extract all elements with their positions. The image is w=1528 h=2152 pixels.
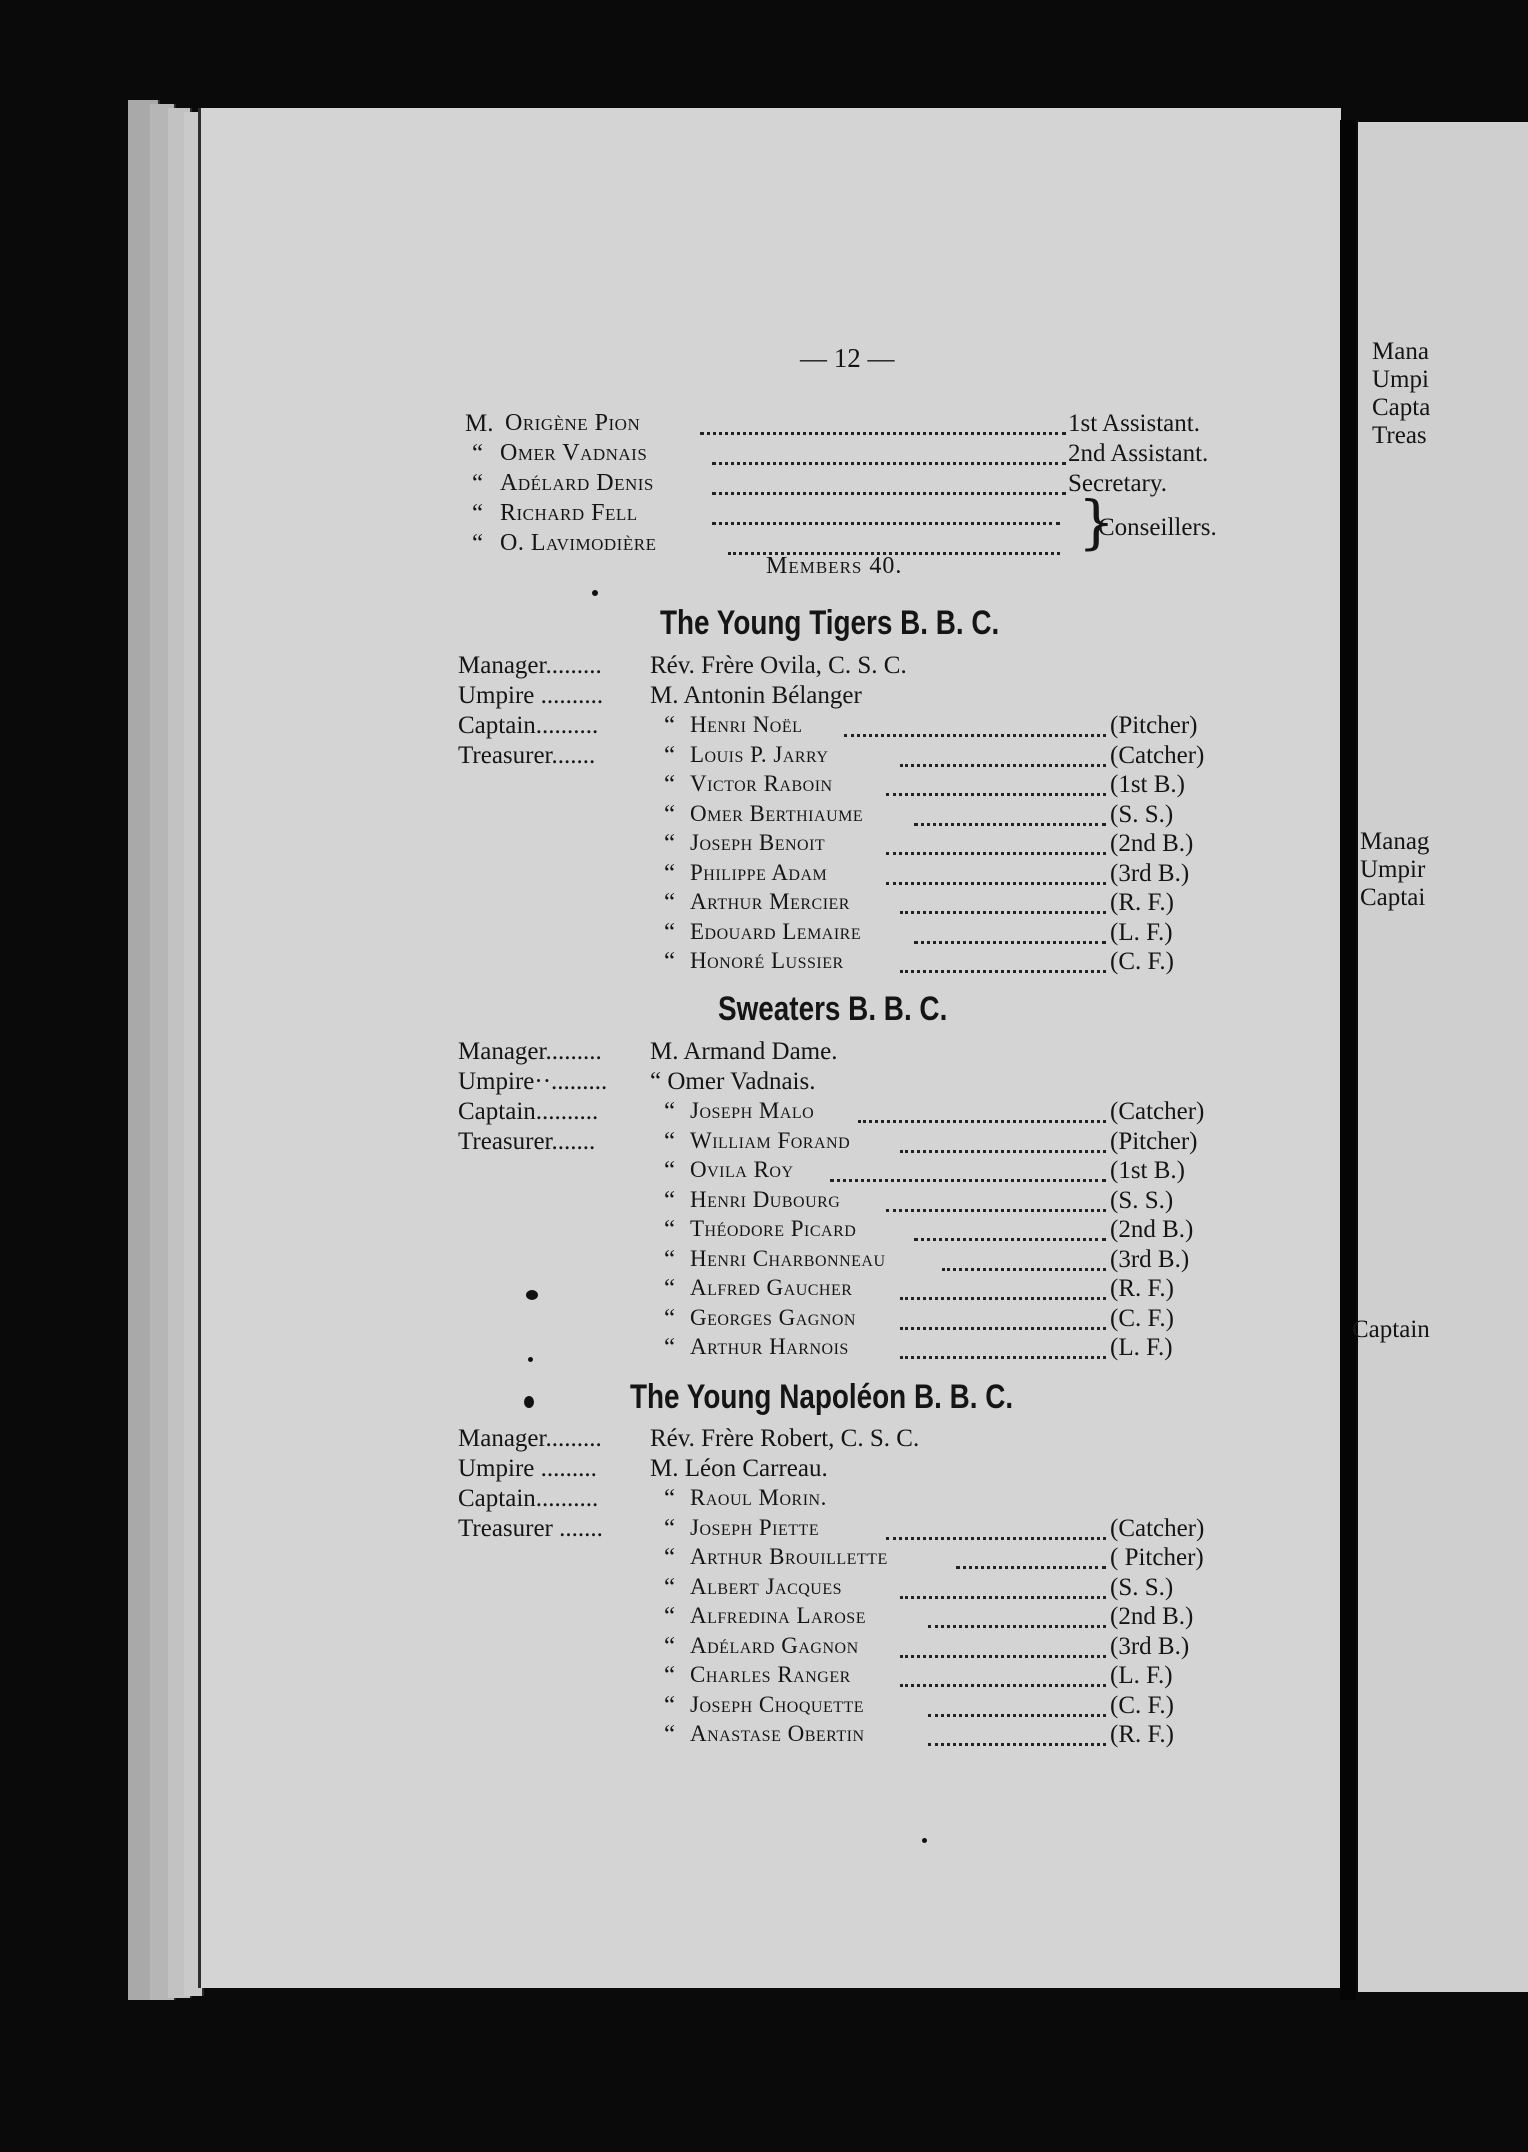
player-position: (L. F.) xyxy=(1110,1334,1173,1361)
staff-value: “ Omer Vadnais. xyxy=(650,1068,816,1095)
leader-dots xyxy=(914,805,1106,826)
leader-dots xyxy=(900,893,1106,914)
player-name: Ovila Roy xyxy=(690,1157,794,1182)
player-position: (2nd B.) xyxy=(1110,830,1194,857)
player-name: Anastase Obertin xyxy=(690,1721,865,1746)
leader-dots xyxy=(886,834,1106,855)
team-heading: Sweaters B. B. C. xyxy=(718,990,948,1028)
leader-dots xyxy=(886,864,1106,885)
staff-value: Rév. Frère Robert, C. S. C. xyxy=(650,1425,920,1452)
conseillers-label: Conseillers. xyxy=(1098,514,1217,541)
leader-dots xyxy=(914,1220,1106,1241)
leader-dots xyxy=(700,414,1066,435)
player-position: (R. F.) xyxy=(1110,889,1174,916)
player-name: Adélard Gagnon xyxy=(690,1632,859,1658)
ditto-mark: “ xyxy=(664,1216,676,1243)
ditto-mark: “ xyxy=(664,800,676,828)
leader-dots xyxy=(942,1250,1106,1271)
player-position: (S. S.) xyxy=(1110,800,1174,828)
staff-value: Rév. Frère Ovila, C. S. C. xyxy=(650,652,907,679)
officer-prefix: “ xyxy=(472,530,484,557)
player-position: (L. F.) xyxy=(1110,918,1173,946)
player-name: Joseph Piette xyxy=(690,1514,820,1540)
player-name: Joseph Choquette xyxy=(690,1691,865,1717)
ditto-mark: “ xyxy=(664,859,676,887)
team-heading: The Young Tigers B. B. C. xyxy=(660,604,1000,642)
ditto-mark: “ xyxy=(664,771,676,798)
player-position: (S. S.) xyxy=(1110,1573,1174,1601)
leader-dots xyxy=(858,1102,1106,1123)
facing-page-text: Mana xyxy=(1372,338,1429,365)
player-position: (R. F.) xyxy=(1110,1275,1174,1302)
player-name: Henri Noël xyxy=(690,712,803,737)
player-position: ( Pitcher) xyxy=(1110,1544,1204,1571)
ink-speck xyxy=(528,1357,533,1362)
player-name: Joseph Benoit xyxy=(690,830,826,855)
leader-dots xyxy=(900,1338,1106,1359)
facing-page-text: Captai xyxy=(1360,884,1426,911)
leader-dots xyxy=(928,1607,1106,1628)
leader-dots xyxy=(712,474,1066,495)
player-name: Arthur Brouillette xyxy=(690,1544,888,1569)
leader-dots xyxy=(900,1132,1106,1153)
player-name: William Forand xyxy=(690,1127,851,1153)
player-name: Joseph Malo xyxy=(690,1098,815,1123)
leader-dots xyxy=(900,1637,1106,1658)
leader-dots xyxy=(900,1279,1106,1300)
facing-page xyxy=(1352,122,1528,1992)
ditto-mark: “ xyxy=(664,1514,676,1542)
leader-dots xyxy=(900,1309,1106,1330)
ditto-mark: “ xyxy=(664,1573,676,1601)
ditto-mark: “ xyxy=(664,1544,676,1571)
player-name: Honoré Lussier xyxy=(690,948,844,973)
player-position: (2nd B.) xyxy=(1110,1216,1194,1243)
player-role-label: Treasurer....... xyxy=(458,741,596,769)
ditto-mark: “ xyxy=(664,1485,676,1512)
leader-dots xyxy=(900,952,1106,973)
ditto-mark: “ xyxy=(664,712,676,739)
player-position: (S. S.) xyxy=(1110,1186,1174,1214)
facing-page-text: Manag xyxy=(1360,828,1430,855)
leader-dots xyxy=(886,1519,1106,1540)
staff-value: M. Antonin Bélanger xyxy=(650,682,862,709)
player-position: (3rd B.) xyxy=(1110,1632,1190,1660)
player-name: Albert Jacques xyxy=(690,1573,843,1599)
officer-role: 2nd Assistant. xyxy=(1068,440,1209,467)
ditto-mark: “ xyxy=(664,1157,676,1184)
player-role-label: Captain.......... xyxy=(458,1098,599,1125)
player-position: (3rd B.) xyxy=(1110,1245,1190,1273)
officer-name: Adélard Denis xyxy=(500,470,654,496)
leader-dots xyxy=(914,923,1106,944)
player-position: (2nd B.) xyxy=(1110,1603,1194,1630)
player-position: (Pitcher) xyxy=(1110,712,1198,739)
officer-prefix: M. xyxy=(465,410,494,437)
members-count: Members 40. xyxy=(766,553,903,579)
ditto-mark: “ xyxy=(664,1275,676,1302)
ditto-mark: “ xyxy=(664,830,676,857)
ink-speck xyxy=(592,590,598,596)
player-name: Edouard Lemaire xyxy=(690,918,862,944)
officer-name: O. Lavimodière xyxy=(500,530,657,556)
officer-name: Richard Fell xyxy=(500,500,638,526)
leader-dots xyxy=(928,1725,1106,1746)
ditto-mark: “ xyxy=(664,1245,676,1273)
player-role-label: Treasurer....... xyxy=(458,1127,596,1155)
player-name: Georges Gagnon xyxy=(690,1304,856,1330)
ditto-mark: “ xyxy=(664,1691,676,1719)
leader-dots xyxy=(928,1696,1106,1717)
staff-label: Umpire .......... xyxy=(458,682,604,709)
staff-value: M. Armand Dame. xyxy=(650,1038,838,1065)
brace: } xyxy=(1078,488,1115,556)
facing-page-text: Treas xyxy=(1372,422,1427,449)
player-position: (R. F.) xyxy=(1110,1721,1174,1748)
player-name: Alfred Gaucher xyxy=(690,1275,853,1300)
leader-dots xyxy=(728,534,1060,555)
player-position: (Catcher) xyxy=(1110,741,1205,769)
ditto-mark: “ xyxy=(664,1721,676,1748)
player-name: Arthur Harnois xyxy=(690,1334,849,1359)
player-position: (3rd B.) xyxy=(1110,859,1190,887)
ditto-mark: “ xyxy=(664,1127,676,1155)
staff-label: Manager......... xyxy=(458,1038,602,1065)
officer-role: 1st Assistant. xyxy=(1068,410,1200,437)
officer-name: Origène Pion xyxy=(505,410,641,436)
player-name: Arthur Mercier xyxy=(690,889,850,914)
player-position: (Catcher) xyxy=(1110,1514,1205,1542)
player-position: (1st B.) xyxy=(1110,1157,1185,1184)
player-position: (C. F.) xyxy=(1110,948,1174,975)
facing-page-text: Capta xyxy=(1372,394,1431,421)
staff-value: M. Léon Carreau. xyxy=(650,1455,828,1482)
player-role-label: Captain.......... xyxy=(458,1485,599,1512)
player-role-label: Treasurer ....... xyxy=(458,1514,603,1542)
player-role-label: Captain.......... xyxy=(458,712,599,739)
player-name: Henri Dubourg xyxy=(690,1186,841,1212)
leader-dots xyxy=(886,1191,1106,1212)
player-name: Louis P. Jarry xyxy=(690,741,829,767)
ditto-mark: “ xyxy=(664,1186,676,1214)
ditto-mark: “ xyxy=(664,1334,676,1361)
officer-prefix: “ xyxy=(472,500,484,527)
officer-name: Omer Vadnais xyxy=(500,440,648,466)
team-heading: The Young Napoléon B. B. C. xyxy=(630,1378,1014,1416)
player-name: Raoul Morin. xyxy=(690,1485,827,1510)
leader-dots xyxy=(956,1548,1106,1569)
facing-page-text: Umpir xyxy=(1360,856,1426,883)
officer-prefix: “ xyxy=(472,470,484,497)
player-name: Henri Charbonneau xyxy=(690,1245,886,1271)
book-spine xyxy=(1340,120,1356,2000)
leader-dots xyxy=(900,1578,1106,1599)
leader-dots xyxy=(886,775,1106,796)
ditto-mark: “ xyxy=(664,1662,676,1689)
player-position: (L. F.) xyxy=(1110,1662,1173,1689)
ditto-mark: “ xyxy=(664,1632,676,1660)
leader-dots xyxy=(844,716,1106,737)
facing-page-text: Umpi xyxy=(1372,366,1429,393)
ditto-mark: “ xyxy=(664,1098,676,1125)
ditto-mark: “ xyxy=(664,741,676,769)
leader-dots xyxy=(712,504,1060,525)
staff-label: Manager......... xyxy=(458,652,602,679)
page-number: — 12 — xyxy=(800,343,895,373)
player-name: Victor Raboin xyxy=(690,771,833,796)
leader-dots xyxy=(830,1161,1106,1182)
player-position: (Catcher) xyxy=(1110,1098,1205,1125)
staff-label: Umpire ......... xyxy=(458,1455,597,1482)
leader-dots xyxy=(900,746,1106,767)
player-name: Alfredina Larose xyxy=(690,1603,866,1628)
player-position: (C. F.) xyxy=(1110,1304,1174,1332)
ditto-mark: “ xyxy=(664,1304,676,1332)
player-name: Charles Ranger xyxy=(690,1662,851,1687)
leader-dots xyxy=(712,444,1066,465)
ditto-mark: “ xyxy=(664,948,676,975)
ink-speck xyxy=(526,1290,538,1300)
ink-speck xyxy=(524,1396,534,1408)
player-position: (1st B.) xyxy=(1110,771,1185,798)
player-position: (Pitcher) xyxy=(1110,1127,1198,1155)
ditto-mark: “ xyxy=(664,918,676,946)
staff-label: Umpire··......... xyxy=(458,1068,608,1095)
officer-role: Secretary. xyxy=(1068,470,1168,497)
ditto-mark: “ xyxy=(664,889,676,916)
officer-prefix: “ xyxy=(472,440,484,467)
leader-dots xyxy=(900,1666,1106,1687)
facing-page-text: Captain xyxy=(1352,1316,1430,1343)
player-name: Théodore Picard xyxy=(690,1216,857,1241)
player-name: Omer Berthiaume xyxy=(690,800,864,826)
ditto-mark: “ xyxy=(664,1603,676,1630)
player-name: Philippe Adam xyxy=(690,859,828,885)
ink-speck xyxy=(922,1838,927,1843)
staff-label: Manager......... xyxy=(458,1425,602,1452)
player-position: (C. F.) xyxy=(1110,1691,1174,1719)
